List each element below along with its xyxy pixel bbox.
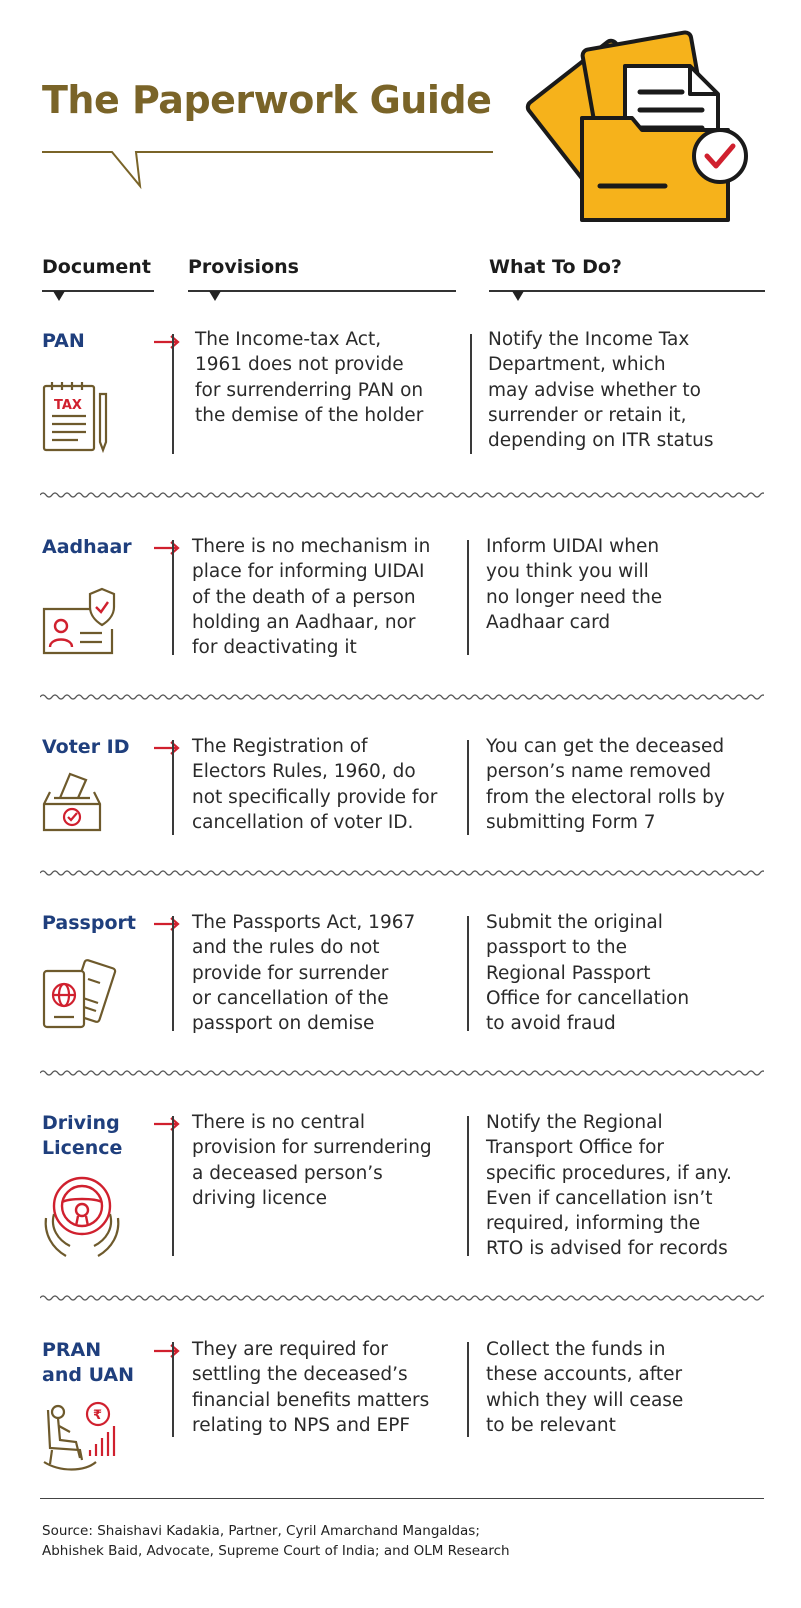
column-divider	[172, 916, 174, 1031]
title-underline	[42, 152, 493, 186]
action-text-voter-id: You can get the deceased person’s name removed from the electoral rolls by submitting Form 7	[486, 736, 725, 833]
provision-text-passport: The Passports Act, 1967 and the rules do not provide for surrender or cancellation of the passport on demise	[192, 912, 416, 1035]
row-separator	[40, 1068, 764, 1078]
arrow-right-icon	[153, 1117, 181, 1131]
tax-document-icon	[40, 380, 114, 456]
column-rule	[489, 290, 765, 292]
provision-text-pran-uan: They are required for settling the deceased’s financial benefits matters relating to NPS and EPF	[192, 1339, 430, 1436]
action-text-pran-uan: Collect the funds in these accounts, after which they will cease to be relevant	[486, 1339, 684, 1436]
arrow-right-icon	[153, 335, 181, 349]
document-label-voter-id: Voter ID	[42, 736, 130, 758]
arrow-right-icon	[153, 541, 181, 555]
column-divider	[172, 740, 174, 835]
column-divider	[467, 740, 469, 835]
document-label-driving-licence: Driving Licence	[42, 1112, 123, 1159]
document-label-pan: PAN	[42, 330, 85, 352]
action-text-passport: Submit the original passport to the Regional Passport Office for cancellation to avoid fraud	[486, 912, 690, 1035]
provision-text-voter-id: The Registration of Electors Rules, 1960, do not specifically provide for cancellation of voter ID.	[192, 736, 438, 833]
retiree-rocking-chair-icon	[40, 1400, 120, 1476]
column-pointer-icon	[512, 291, 524, 301]
column-header-document: Document	[42, 256, 151, 278]
folder-check-icon	[525, 32, 746, 220]
column-divider	[470, 334, 472, 454]
passport-ticket-icon	[40, 957, 118, 1031]
svg-text:₹: ₹	[93, 1408, 103, 1423]
column-header-provisions: Provisions	[188, 256, 299, 278]
header-graphics	[0, 0, 801, 240]
row-separator	[40, 692, 764, 702]
action-text-aadhaar: Inform UIDAI when you think you will no longer need the Aadhaar card	[486, 536, 663, 633]
steering-wheel-hands-icon	[40, 1168, 124, 1260]
svg-text:TAX: TAX	[54, 398, 82, 413]
column-divider	[172, 334, 174, 454]
document-label-aadhaar: Aadhaar	[42, 536, 132, 558]
page-title: The Paperwork Guide	[42, 78, 492, 122]
column-divider	[467, 540, 469, 655]
column-divider	[172, 1116, 174, 1256]
arrow-right-icon	[153, 917, 181, 931]
arrow-right-icon	[153, 741, 181, 755]
document-label-pran-uan: PRAN and UAN	[42, 1339, 135, 1386]
provision-text-driving-licence: There is no central provision for surrendering a deceased person’s driving licence	[192, 1112, 432, 1209]
source-note: Source: Shaishavi Kadakia, Partner, Cyril Amarchand Mangaldas; Abhishek Baid, Advocate, Supreme Court of India; and OLM Research	[42, 1523, 510, 1559]
column-pointer-icon	[209, 291, 221, 301]
source-divider	[40, 1498, 764, 1499]
column-divider	[172, 1342, 174, 1437]
provision-text-aadhaar: There is no mechanism in place for informing UIDAI of the death of a person holding an Aadhaar, nor for deactivating it	[192, 536, 431, 659]
ballot-box-icon	[40, 768, 106, 834]
arrow-right-icon	[153, 1344, 181, 1358]
row-separator	[40, 868, 764, 878]
action-text-pan: Notify the Income Tax Department, which may advise whether to surrender or retain it, depending on ITR status	[488, 329, 714, 452]
column-divider	[467, 1342, 469, 1437]
action-text-driving-licence: Notify the Regional Transport Office for specific procedures, if any. Even if cancellation isn’t required, informing the RTO is advised for records	[486, 1112, 732, 1260]
column-rule	[188, 290, 456, 292]
column-header-what-to-do: What To Do?	[489, 256, 622, 278]
column-divider	[172, 540, 174, 655]
column-divider	[467, 916, 469, 1031]
id-card-shield-icon	[40, 585, 120, 657]
document-label-passport: Passport	[42, 912, 136, 934]
column-pointer-icon	[53, 291, 65, 301]
provision-text-pan: The Income-tax Act, 1961 does not provide for surrenderring PAN on the demise of the holder	[195, 329, 424, 426]
row-separator	[40, 1293, 764, 1303]
row-separator	[40, 490, 764, 500]
column-divider	[467, 1116, 469, 1256]
